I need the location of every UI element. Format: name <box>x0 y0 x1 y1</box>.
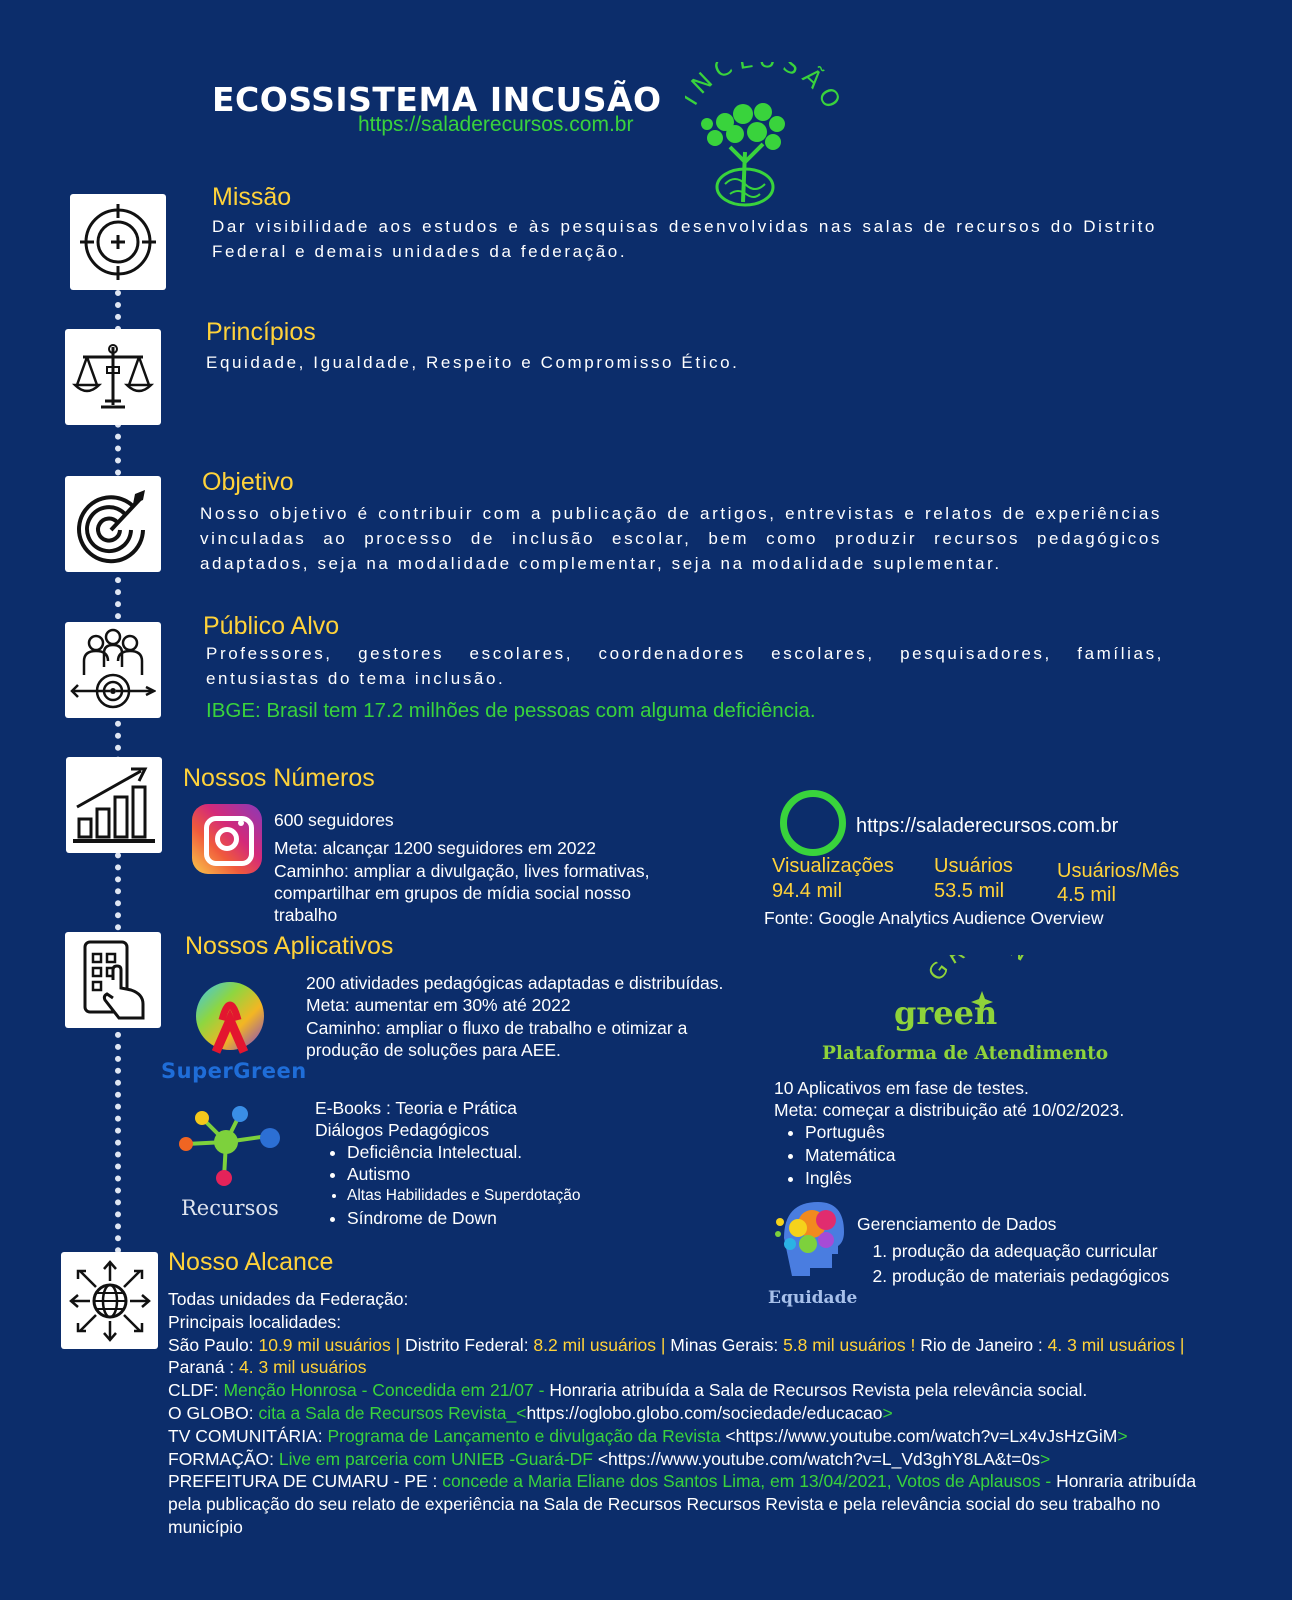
sp-label: São Paulo: <box>168 1334 259 1355</box>
reach-globo <box>168 1402 1218 1425</box>
recursos-item: • Deficiência Intelectual. <box>347 1141 581 1163</box>
audience-title: Público Alvo <box>203 612 340 640</box>
green-item: • Matemática <box>805 1144 895 1167</box>
df-value: 8.2 mil usuários | <box>533 1334 666 1355</box>
supergreen-logo <box>192 980 268 1056</box>
recursos-logo-text: Recursos <box>181 1196 279 1220</box>
globo-end: > <box>882 1402 893 1423</box>
pr-value: 4. 3 mil usuários <box>239 1357 367 1378</box>
bar-chart-icon <box>71 765 157 845</box>
df-label: Distrito Federal: <box>400 1334 534 1355</box>
recursos-item: • Altas Habilidades e Superdotação <box>347 1185 581 1207</box>
equidade-item: 1. produção da adequação curricular <box>892 1239 1169 1264</box>
audience-icon-box <box>65 622 161 718</box>
green-item: • Inglês <box>805 1167 895 1190</box>
green-goal: Meta: começar a distribuição até 10/02/2023. <box>774 1100 1125 1120</box>
recursos-dialogos: Diálogos Pedagógicos <box>315 1120 490 1140</box>
instagram-goal: Meta: alcançar 1200 seguidores em 2022 <box>274 838 597 858</box>
mission-text: Dar visibilidade aos estudos e às pesquisas desenvolvidas nas salas de recursos do Distrito Federal e demais unidades da federação. <box>212 217 1157 261</box>
cldf-desc: Honraria atribuída a Sala de Recursos Revista pela relevância social. <box>549 1380 1088 1401</box>
inclusao-logo <box>685 62 845 212</box>
reach-title: Nosso Alcance <box>168 1248 334 1276</box>
objective-title: Objetivo <box>202 468 294 496</box>
apps-title: Nossos Aplicativos <box>185 932 394 960</box>
principles-icon-box <box>65 329 161 425</box>
tv-end: > <box>1117 1425 1128 1446</box>
green-arc-text: G <box>923 955 958 987</box>
equidade-item: 2. produção de materiais pedagógicos <box>892 1264 1169 1289</box>
globo-label: O GLOBO: <box>168 1402 259 1423</box>
instagram-path: Caminho: ampliar a divulgação, lives formativas, compartilhar em grupos de mídia social nosso trabalho <box>274 861 650 925</box>
formacao-link[interactable]: <https://www.youtube.com/watch?v=L_Vd3ghY8LA&t=0s <box>597 1448 1040 1469</box>
stat-monthly-value: 4.5 mil <box>1057 884 1116 906</box>
rj-value: 4. 3 mil usuários | <box>1047 1334 1185 1355</box>
recursos-logo <box>176 1096 286 1186</box>
globe-arrows-icon <box>68 1259 152 1343</box>
audience-text: Professores, gestores escolares, coordenadores escolares, pesquisadores, famílias, entusiastas do tema inclusão. <box>206 644 1164 688</box>
apps-icon-box <box>65 932 161 1028</box>
stat-views-label: Visualizações <box>772 855 894 877</box>
prefeitura-honor: Honraria atribuída pela publicação do seu relato de experiência na Sala de Recursos Recursos Revista e pela relevância social do seu trabalho no município <box>168 1471 1197 1537</box>
numbers-title: Nossos Números <box>183 764 375 792</box>
numbers-icon-box <box>66 757 162 853</box>
stat-users-label: Usuários <box>934 855 1013 877</box>
stats-source: Fonte: Google Analytics Audience Overview <box>764 908 1104 928</box>
reach-localities <box>168 1334 1218 1380</box>
site-ring-icon <box>780 790 846 856</box>
supergreen-logo-text: SuperGreen <box>161 1059 307 1083</box>
recursos-list <box>325 1141 581 1229</box>
target-crosshair-icon <box>78 202 158 282</box>
green-subtitle: Plataforma de Atendimento <box>822 1043 1109 1064</box>
principles-text: Equidade, Igualdade, Respeito e Compromisso Ético. <box>206 353 740 372</box>
stat-views-value: 94.4 mil <box>772 880 843 902</box>
rj-label: Rio de Janeiro : <box>915 1334 1048 1355</box>
ibge-text: IBGE: Brasil tem 17.2 milhões de pessoas com alguma deficiência. <box>206 699 816 722</box>
supergreen-path: Caminho: ampliar o fluxo de trabalho e otimizar a produção de soluções para AEE. <box>306 1018 688 1060</box>
reach-icon-box <box>61 1252 158 1349</box>
mg-value: 5.8 mil usuários ! <box>783 1334 916 1355</box>
prefeitura-desc: concede a Maria Eliane dos Santos Lima, em 13/04/2021, Votos de Aplausos - <box>442 1471 1057 1492</box>
svg-text:GREEN <box>924 955 1036 986</box>
recursos-item: • Autismo <box>347 1163 581 1185</box>
mission-title: Missão <box>212 183 292 211</box>
supergreen-goal: Meta: aumentar em 30% até 2022 <box>306 995 571 1015</box>
tv-link[interactable]: <https://www.youtube.com/watch?v=Lx4vJsHzGiM <box>725 1425 1118 1446</box>
inclusao-logo-text: NC SÃ <box>685 62 833 100</box>
scales-icon <box>71 337 155 417</box>
pr-label: Paraná : <box>168 1357 240 1378</box>
mg-label: Minas Gerais: <box>665 1334 784 1355</box>
dartboard-icon <box>73 484 153 564</box>
instagram-icon[interactable] <box>192 804 262 874</box>
sp-value: 10.9 mil usuários | <box>258 1334 401 1355</box>
site-url[interactable]: https://saladerecursos.com.br <box>856 815 1119 837</box>
instagram-followers: 600 seguidores <box>274 810 394 830</box>
header-url[interactable]: https://saladerecursos.com.br <box>358 113 634 136</box>
reach-formacao <box>168 1448 1218 1471</box>
page-title: ECOSSISTEMA INCUSÃO <box>212 80 662 119</box>
supergreen-activities: 200 atividades pedagógicas adaptadas e distribuídas. <box>306 973 724 993</box>
reach-body <box>168 1288 1218 1539</box>
equidade-logo <box>770 1198 846 1284</box>
formacao-end: > <box>1039 1448 1051 1469</box>
stat-monthly-label: Usuários/Mês <box>1057 860 1180 882</box>
recursos-ebooks: E-Books : Teoria e Prática <box>315 1098 517 1118</box>
equidade-logo-text: Equidade <box>768 1288 858 1308</box>
cldf-label: CLDF: <box>168 1380 224 1401</box>
reach-line-all: Todas unidades da Federação: <box>168 1289 409 1309</box>
reach-tv <box>168 1425 1218 1448</box>
objective-text: Nosso objetivo é contribuir com a publicação de artigos, entrevistas e relatos de experiências vinculadas ao processo de inclusão escolar, bem como produzir recursos pedagógicos adaptados, seja na modalidade complementar, seja na modalidade suplementar. <box>200 504 1162 573</box>
recursos-item: • Síndrome de Down <box>347 1207 581 1229</box>
cldf-honor: Menção Honrosa - Concedida em 21/07 - <box>223 1380 550 1401</box>
audience-target-icon <box>70 627 156 713</box>
equidade-list <box>852 1239 1169 1289</box>
tablet-touch-icon <box>73 938 153 1022</box>
reach-line-main: Principais localidades: <box>168 1311 342 1332</box>
stat-users-value: 53.5 mil <box>934 880 1005 902</box>
equidade-title: Gerenciamento de Dados <box>857 1214 1057 1234</box>
principles-title: Princípios <box>206 318 316 346</box>
prefeitura-label: PREFEITURA DE CUMARU - PE : <box>168 1471 443 1492</box>
globo-link[interactable]: https://oglobo.globo.com/sociedade/educacao <box>526 1402 883 1423</box>
formacao-desc: Live em parceria com UNIEB -Guará-DF <box>278 1448 598 1469</box>
green-apps-testing: 10 Aplicativos em fase de testes. <box>774 1078 1029 1098</box>
globo-desc: cita a Sala de Recursos Revista_< <box>258 1402 527 1423</box>
reach-cldf <box>168 1379 1218 1402</box>
formacao-label: FORMAÇÃO: <box>168 1448 279 1469</box>
tv-desc: Programa de Lançamento e divulgação da Revista <box>327 1425 726 1446</box>
mission-icon-box <box>70 194 166 290</box>
green-list <box>783 1121 895 1190</box>
green-logo-text: green <box>894 994 998 1032</box>
reach-prefeitura <box>168 1470 1218 1538</box>
tv-label: TV COMUNITÁRIA: <box>168 1425 328 1446</box>
green-item: • Português <box>805 1121 895 1144</box>
objective-icon-box <box>65 476 161 572</box>
